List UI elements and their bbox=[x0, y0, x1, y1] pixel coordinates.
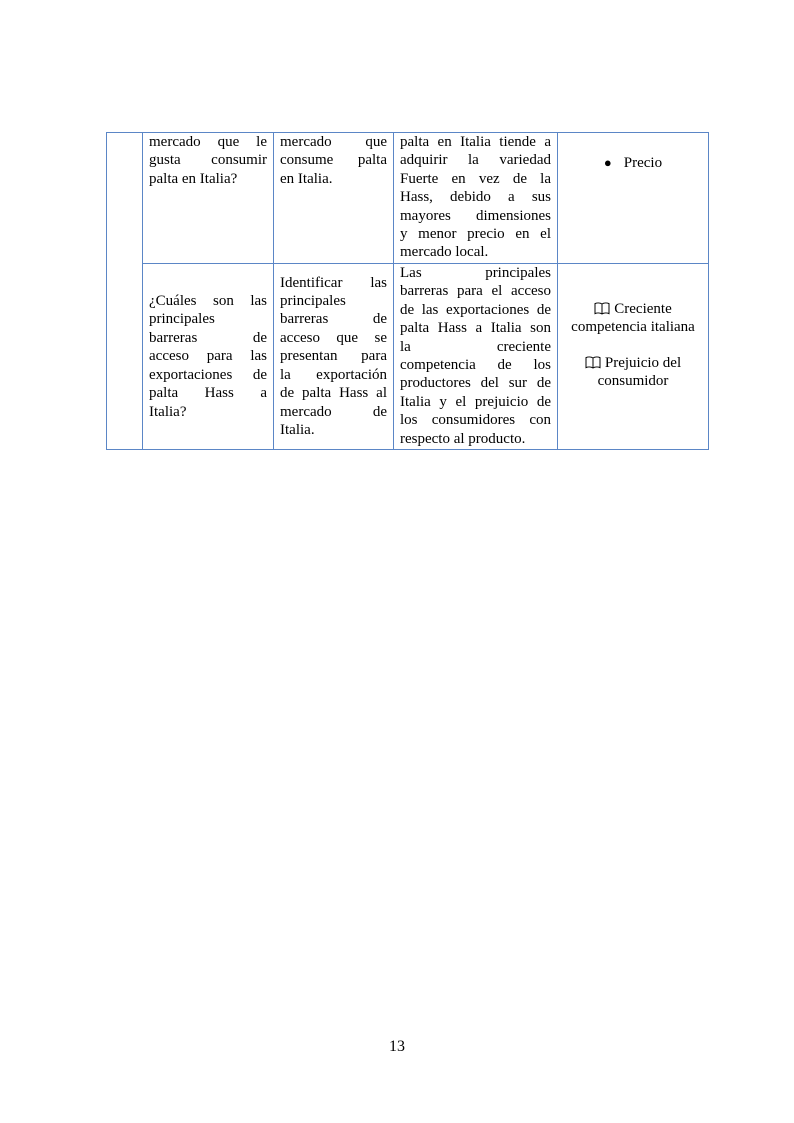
factor-label: Prejuicio del consumidor bbox=[597, 354, 682, 390]
question-line: mercado que le bbox=[149, 134, 267, 150]
hypothesis-line: mercado local. bbox=[400, 244, 489, 261]
hypothesis-line: mayores dimensiones bbox=[400, 207, 551, 224]
hypothesis-line: Hass, debido a sus bbox=[400, 189, 551, 206]
objective-cell bbox=[274, 133, 394, 264]
question-line: ¿Cuáles son las bbox=[149, 293, 267, 310]
objective-line: Italia. bbox=[280, 421, 315, 438]
objective-line: de palta Hass al bbox=[280, 385, 387, 402]
table-cell-empty bbox=[107, 133, 143, 450]
objective-line: en Italia. bbox=[280, 170, 333, 187]
factors-cell bbox=[558, 264, 709, 450]
objective-cell bbox=[274, 264, 394, 450]
hypothesis-cell bbox=[394, 133, 558, 264]
hypothesis-line: Italia y el prejuicio de bbox=[400, 393, 551, 410]
table-row bbox=[107, 133, 709, 264]
factor-item bbox=[564, 300, 702, 337]
question-line: Italia? bbox=[149, 403, 187, 420]
hypothesis-line: Las principales bbox=[400, 265, 551, 281]
objective-line: mercado de bbox=[280, 403, 387, 420]
hypothesis-line: palta Hass a Italia son bbox=[400, 320, 551, 337]
objective-line: mercado que bbox=[280, 134, 387, 150]
question-line: principales bbox=[149, 311, 215, 328]
question-line: palta en Italia? bbox=[149, 170, 238, 187]
bullet-icon: ● bbox=[603, 155, 612, 170]
question-cell bbox=[143, 264, 274, 450]
question-line: palta Hass a bbox=[149, 385, 267, 402]
factor-item bbox=[564, 354, 702, 391]
question-line: barreras de bbox=[149, 329, 267, 346]
hypothesis-line: competencia de los bbox=[400, 357, 551, 374]
objective-line: la exportación bbox=[280, 366, 387, 383]
hypothesis-line: los consumidores con bbox=[400, 412, 551, 429]
hypothesis-line: barreras para el acceso bbox=[400, 283, 551, 300]
objective-line: Identificar las bbox=[280, 274, 387, 291]
factor-item bbox=[564, 133, 702, 172]
hypothesis-line: respecto al producto. bbox=[400, 430, 526, 447]
question-line: acceso para las bbox=[149, 348, 267, 365]
hypothesis-line: de las exportaciones de bbox=[400, 301, 551, 318]
factors-cell bbox=[558, 133, 709, 264]
hypothesis-line: palta en Italia tiende a bbox=[400, 134, 551, 150]
hypothesis-line: y menor precio en el bbox=[400, 226, 551, 243]
objective-line: consume palta bbox=[280, 152, 387, 169]
question-line: gusta consumir bbox=[149, 152, 267, 169]
hypothesis-line: Fuerte en vez de la bbox=[400, 170, 551, 187]
objective-line: presentan para bbox=[280, 348, 387, 365]
hypothesis-line: adquirir la variedad bbox=[400, 152, 551, 169]
objective-line: acceso que se bbox=[280, 329, 387, 346]
book-icon bbox=[585, 356, 601, 369]
research-matrix-table bbox=[106, 132, 709, 450]
question-line: exportaciones de bbox=[149, 366, 267, 383]
table-row bbox=[107, 264, 709, 450]
question-cell bbox=[143, 133, 274, 264]
hypothesis-cell bbox=[394, 264, 558, 450]
objective-line: barreras de bbox=[280, 311, 387, 328]
factor-label: Creciente competencia italiana bbox=[571, 301, 695, 336]
book-icon bbox=[594, 302, 610, 315]
page-number: 13 bbox=[389, 1038, 405, 1055]
objective-line: principales bbox=[280, 293, 346, 310]
hypothesis-line: la creciente bbox=[400, 338, 551, 355]
hypothesis-line: productores del sur de bbox=[400, 375, 551, 392]
factor-label: Precio bbox=[623, 155, 663, 171]
